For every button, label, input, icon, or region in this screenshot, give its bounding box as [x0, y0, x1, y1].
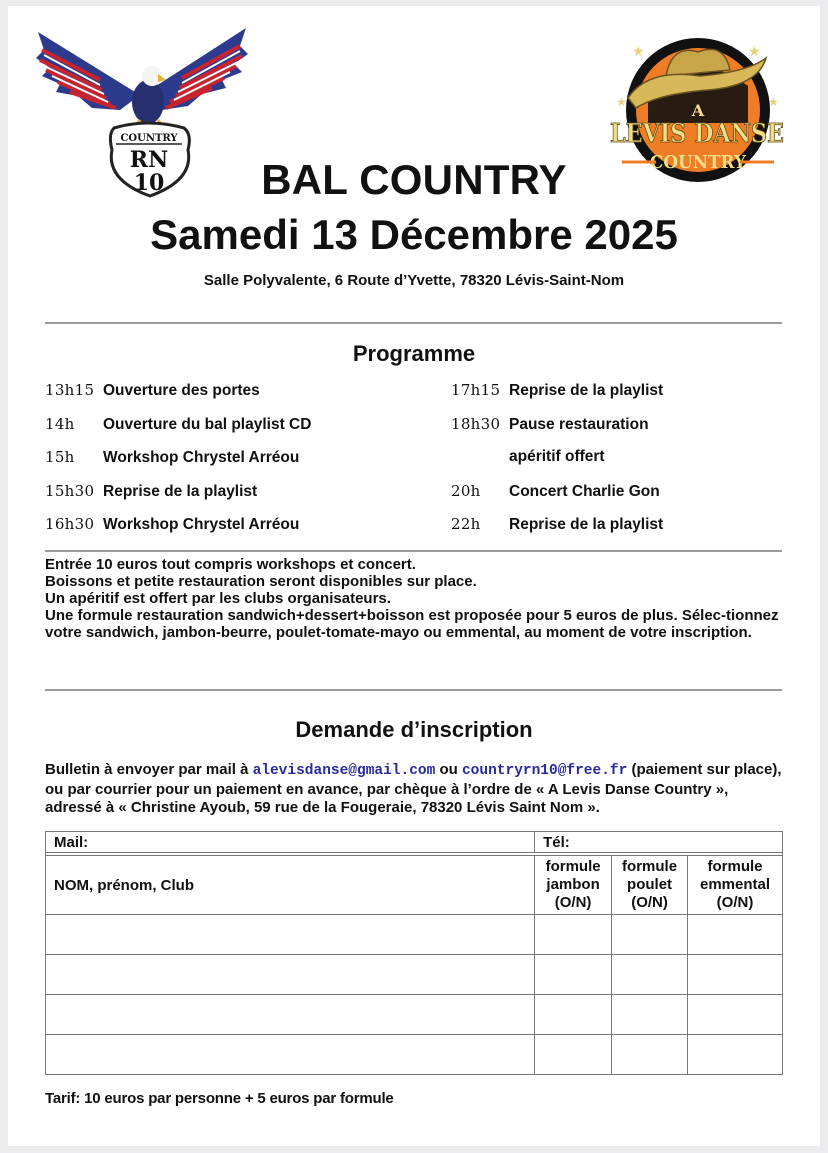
poulet-cell[interactable] — [612, 955, 688, 995]
table-header-row — [46, 856, 783, 915]
programme-label: apéritif offert — [509, 448, 605, 465]
jambon-cell[interactable] — [535, 915, 612, 955]
poulet-cell[interactable] — [612, 1035, 688, 1075]
programme-item — [45, 513, 311, 535]
email-link-countryrn10[interactable]: countryrn10@free.fr — [461, 763, 628, 779]
name-cell[interactable] — [46, 1035, 535, 1075]
svg-text:A: A — [691, 101, 705, 120]
instruction-text: (paiement sur place), ou par courrier pour un paiement en avance, par chèque à l’ordre de « A Levis Danse Country », adressé à « Christine Ayoub, 59 rue de la Fougeraie, 78320 Lévis Saint Nom ». — [45, 761, 782, 816]
mail-label: Mail: — [54, 833, 89, 851]
name-cell[interactable] — [46, 995, 535, 1035]
programme-label: Ouverture des portes — [103, 382, 260, 399]
programme-right-column — [451, 379, 663, 535]
svg-text:LEVIS DANSE: LEVIS DANSE — [610, 119, 784, 149]
programme-label: Reprise de la playlist — [509, 516, 664, 533]
poulet-cell[interactable] — [612, 995, 688, 1035]
programme-time: 17h15 — [451, 381, 501, 399]
formule-poulet-header: formule poulet (O/N) — [612, 856, 688, 915]
programme-time: 15h30 — [45, 481, 95, 500]
programme-item — [451, 413, 663, 435]
svg-text:10: 10 — [133, 170, 165, 196]
instruction-text: Bulletin à envoyer par mail à — [45, 761, 253, 778]
eagle-left-wing — [36, 32, 140, 110]
programme-label: Workshop Chrystel Arréou — [103, 516, 300, 533]
contact-row — [46, 832, 783, 853]
programme-label: Workshop Chrystel Arréou — [103, 449, 300, 466]
programme-label: Pause restauration — [509, 415, 649, 433]
table-row — [46, 995, 783, 1035]
programme-time: 22h — [451, 515, 481, 533]
emmental-cell[interactable] — [688, 955, 783, 995]
programme-item — [451, 513, 663, 535]
programme-time: 13h15 — [45, 381, 95, 399]
inscription-title: Demande d’inscription — [295, 717, 533, 742]
programme-item — [451, 480, 663, 502]
event-info — [45, 556, 785, 641]
svg-text:★: ★ — [616, 95, 627, 109]
inscription-instructions — [45, 761, 785, 818]
programme-label: Concert Charlie Gon — [509, 482, 660, 500]
programme-item — [451, 446, 663, 468]
name-cell[interactable] — [46, 915, 535, 955]
svg-text:COUNTRY: COUNTRY — [650, 152, 748, 173]
jambon-cell[interactable] — [535, 995, 612, 1035]
poulet-cell[interactable] — [612, 915, 688, 955]
mail-field[interactable] — [46, 832, 535, 853]
svg-text:★: ★ — [768, 95, 779, 109]
tel-field[interactable] — [535, 832, 783, 853]
formule-jambon-header: formule jambon (O/N) — [535, 856, 612, 915]
email-link-alevisdanse[interactable]: alevisdanse@gmail.com — [252, 763, 436, 779]
event-title: BAL COUNTRY — [261, 156, 567, 203]
info-line: Boissons et petite restauration seront disponibles sur place. — [45, 573, 477, 590]
table-row — [46, 915, 783, 955]
tarif-note: Tarif: 10 euros par personne + 5 euros par formule — [45, 1090, 394, 1107]
event-date: Samedi 13 Décembre 2025 — [150, 211, 678, 258]
name-header: NOM, prénom, Club — [46, 856, 535, 915]
programme-label: Reprise de la playlist — [509, 382, 664, 399]
emmental-cell[interactable] — [688, 995, 783, 1035]
programme-time: 15h — [45, 448, 75, 466]
programme-left-column — [45, 379, 311, 535]
jambon-cell[interactable] — [535, 1035, 612, 1075]
table-row — [46, 1035, 783, 1075]
programme-item — [45, 480, 311, 502]
programme-time: 18h30 — [451, 414, 501, 433]
programme-item — [45, 379, 311, 401]
programme-time: 20h — [451, 481, 481, 500]
table-row — [46, 955, 783, 995]
programme-label: Reprise de la playlist — [103, 482, 258, 500]
programme-label: Ouverture du bal playlist CD — [103, 415, 312, 433]
svg-text:RN: RN — [129, 147, 169, 173]
svg-text:★: ★ — [632, 43, 645, 59]
name-cell[interactable] — [46, 955, 535, 995]
programme-item — [451, 379, 663, 401]
programme-title: Programme — [352, 341, 476, 366]
formule-emmental-header: formule emmental (O/N) — [688, 856, 783, 915]
programme-item — [45, 413, 311, 435]
emmental-cell[interactable] — [688, 915, 783, 955]
divider — [45, 550, 782, 552]
programme-time: 16h30 — [45, 515, 95, 533]
eagle-body — [132, 80, 164, 124]
divider — [45, 689, 782, 691]
instruction-text: ou — [435, 761, 462, 778]
tel-label: Tél: — [543, 833, 570, 851]
programme-time: 14h — [45, 414, 75, 433]
jambon-cell[interactable] — [535, 955, 612, 995]
divider — [45, 322, 782, 324]
registration-form-table — [45, 831, 783, 1075]
programme-item — [45, 446, 311, 468]
info-line: Entrée 10 euros tout compris workshops et concert. — [45, 556, 416, 573]
svg-text:COUNTRY: COUNTRY — [120, 133, 178, 144]
flyer-page — [8, 6, 820, 1146]
svg-text:★: ★ — [748, 43, 761, 59]
event-venue: Salle Polyvalente, 6 Route d’Yvette, 78320 Lévis-Saint-Nom — [203, 272, 625, 289]
info-line: Un apéritif est offert par les clubs organisateurs. — [45, 590, 391, 607]
emmental-cell[interactable] — [688, 1035, 783, 1075]
info-line: Une formule restauration sandwich+dessert+boisson est proposée pour 5 euros de plus. Sélec-tionnez votre sandwich, jambon-beurre, poulet-tomate-mayo ou emmental, au moment de votre inscription. — [45, 607, 779, 641]
